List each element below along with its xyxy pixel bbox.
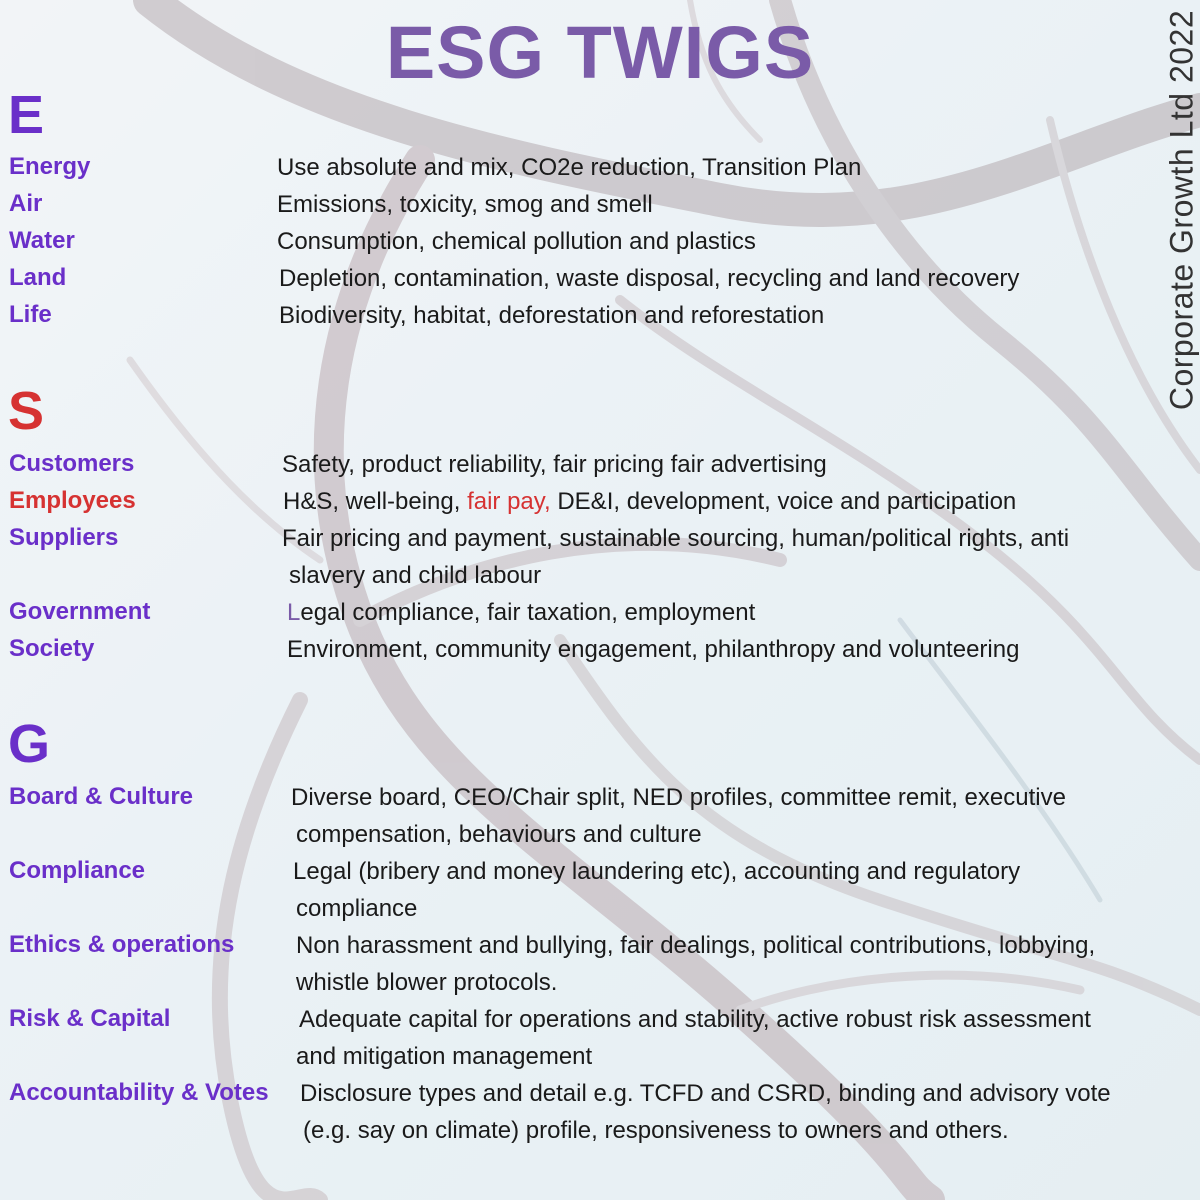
s-label-society: Society — [9, 635, 95, 662]
section-letter-g: G — [8, 714, 51, 774]
e-label-land: Land — [9, 264, 67, 291]
copyright-vertical-text: Corporate Growth Ltd 2022 — [1163, 9, 1200, 411]
s-text-employees-a: H&S, well-being, — [283, 488, 468, 515]
g-label-board-culture: Board & Culture — [9, 783, 194, 810]
e-text-air: Emissions, toxicity, smog and smell — [277, 191, 653, 218]
g-text-ethics-line1: Non harassment and bullying, fair dealings, political contributions, lobbying, — [296, 932, 1096, 959]
e-label-air: Air — [9, 190, 43, 217]
s-text-government-first: L — [287, 599, 301, 626]
s-text-employees-c: DE&I, development, voice and participation — [550, 488, 1017, 515]
g-text-risk-line2: and mitigation management — [296, 1043, 593, 1070]
g-label-risk-capital: Risk & Capital — [9, 1005, 171, 1032]
s-text-government-rest: egal compliance, fair taxation, employment — [300, 599, 756, 626]
section-letter-s: S — [8, 381, 45, 441]
g-text-accountability-line2: (e.g. say on climate) profile, responsiveness to owners and others. — [303, 1117, 1009, 1144]
e-text-energy: Use absolute and mix, CO2e reduction, Transition Plan — [277, 154, 862, 181]
g-text-ethics-line2: whistle blower protocols. — [296, 969, 558, 996]
s-label-government: Government — [9, 598, 151, 625]
s-label-suppliers: Suppliers — [9, 524, 119, 551]
g-text-board-culture-line2: compensation, behaviours and culture — [296, 821, 702, 848]
e-text-water: Consumption, chemical pollution and plastics — [277, 228, 756, 255]
s-label-customers: Customers — [9, 450, 135, 477]
s-text-suppliers-line1: Fair pricing and payment, sustainable sourcing, human/political rights, anti — [282, 525, 1070, 552]
s-text-government — [287, 594, 755, 631]
s-text-customers: Safety, product reliability, fair pricing fair advertising — [282, 451, 827, 478]
g-label-ethics-operations: Ethics & operations — [9, 931, 235, 958]
e-text-land: Depletion, contamination, waste disposal, recycling and land recovery — [279, 265, 1020, 292]
e-label-life: Life — [9, 301, 52, 328]
g-text-accountability-line1: Disclosure types and detail e.g. TCFD and CSRD, binding and advisory vote — [300, 1080, 1111, 1107]
s-text-suppliers-line2: slavery and child labour — [289, 562, 542, 589]
s-text-society: Environment, community engagement, philanthropy and volunteering — [287, 636, 1020, 663]
e-label-energy: Energy — [9, 153, 91, 180]
g-text-board-culture-line1: Diverse board, CEO/Chair split, NED profiles, committee remit, executive — [291, 784, 1066, 811]
g-text-compliance-line1: Legal (bribery and money laundering etc), accounting and regulatory — [293, 858, 1021, 885]
page-title: ESG TWIGS — [385, 11, 815, 94]
s-text-employees — [283, 483, 1016, 520]
g-text-compliance-line2: compliance — [296, 895, 418, 922]
section-letter-e: E — [8, 85, 45, 145]
g-text-risk-line1: Adequate capital for operations and stability, active robust risk assessment — [299, 1006, 1091, 1033]
g-label-compliance: Compliance — [9, 857, 146, 884]
e-label-water: Water — [9, 227, 75, 254]
e-text-life: Biodiversity, habitat, deforestation and reforestation — [279, 302, 825, 329]
g-label-accountability-votes: Accountability & Votes — [9, 1079, 269, 1106]
s-text-employees-fair-pay: fair pay, — [467, 488, 551, 515]
s-label-employees: Employees — [9, 487, 136, 514]
